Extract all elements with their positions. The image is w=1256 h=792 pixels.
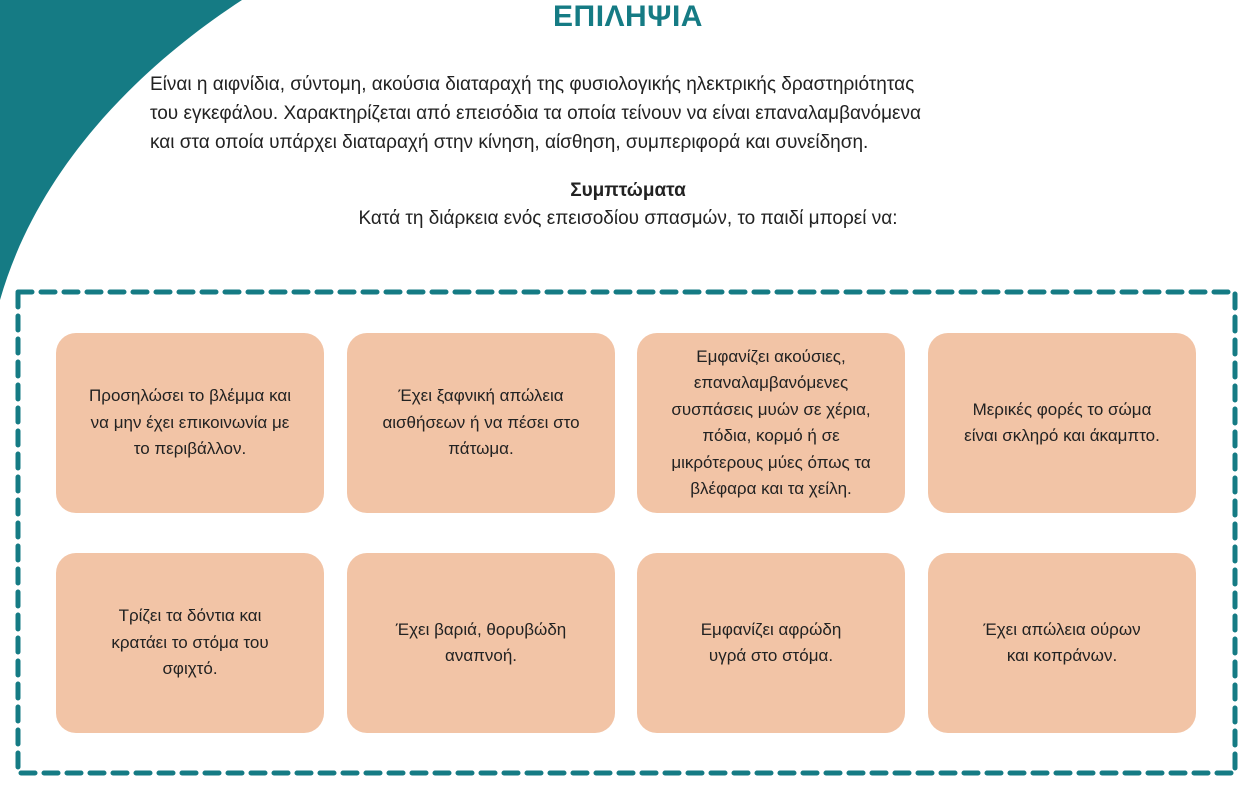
symptom-card-line: Τρίζει τα δόντια και [118,606,262,626]
symptoms-heading: Συμπτώματα [570,180,686,201]
symptom-card-line: το περιβάλλον. [133,439,247,459]
symptom-card [637,553,905,733]
symptom-card-line: πάτωμα. [448,439,514,459]
symptom-card-line: επαναλαμβανόμενες [693,373,849,392]
symptom-card-line: Μερικές φορές το σώμα [972,399,1152,419]
symptom-card-line: κρατάει το στόμα του [111,632,269,652]
intro-paragraph [150,70,1110,157]
symptom-card-line: μικρότερους μύες όπως τα [671,452,871,472]
symptom-card [637,333,905,513]
symptom-card-line: Προσηλώσει το βλέμμα και [89,386,291,406]
symptom-card-line: είναι σκληρό και άκαμπτο. [964,426,1160,445]
symptom-card-line: συσπάσεις μυών σε χέρια, [671,399,871,419]
symptom-card-line: βλέφαρα και τα χείλη. [690,479,852,498]
symptom-card-line: Έχει ξαφνική απώλεια [398,386,564,406]
symptom-card-line: και κοπράνων. [1006,646,1118,665]
symptom-card [928,553,1196,733]
symptom-card [347,333,615,513]
symptom-card-line: Έχει απώλεια ούρων [983,619,1141,639]
intro-line: Είναι η αιφνίδια, σύντομη, ακούσια διαταραχή της φυσιολογικής ηλεκτρικής δραστηριότητας [150,74,915,95]
symptom-card-line: να μην έχει επικοινωνία με [90,412,290,432]
symptom-card-line: αισθήσεων ή να πέσει στο [382,412,580,432]
intro-line: και στα οποία υπάρχει διαταραχή στην κίνηση, αίσθηση, συμπεριφορά και συνείδηση. [150,132,869,153]
symptom-card [56,553,324,733]
symptom-card [928,333,1196,513]
symptom-card-line: πόδια, κορμό ή σε [702,426,840,445]
page-title: ΕΠΙΛΗΨΙΑ [553,0,703,33]
symptom-card-line: σφιχτό. [162,659,218,679]
symptom-card-line: Έχει βαριά, θορυβώδη [395,619,567,639]
symptom-card-line: Εμφανίζει αφρώδη [700,619,842,639]
symptom-card-line: Εμφανίζει ακούσιες, [696,346,846,366]
symptom-card [347,553,615,733]
symptom-card-line: αναπνοή. [444,646,518,665]
symptom-card-line: υγρά στο στόμα. [708,646,834,665]
symptom-card [56,333,324,513]
intro-line: του εγκεφάλου. Χαρακτηρίζεται από επεισόδια τα οποία τείνουν να είναι επαναλαμβανόμενα [150,103,921,124]
symptoms-subtitle: Κατά τη διάρκεια ενός επεισοδίου σπασμών, το παιδί μπορεί να: [358,208,898,229]
